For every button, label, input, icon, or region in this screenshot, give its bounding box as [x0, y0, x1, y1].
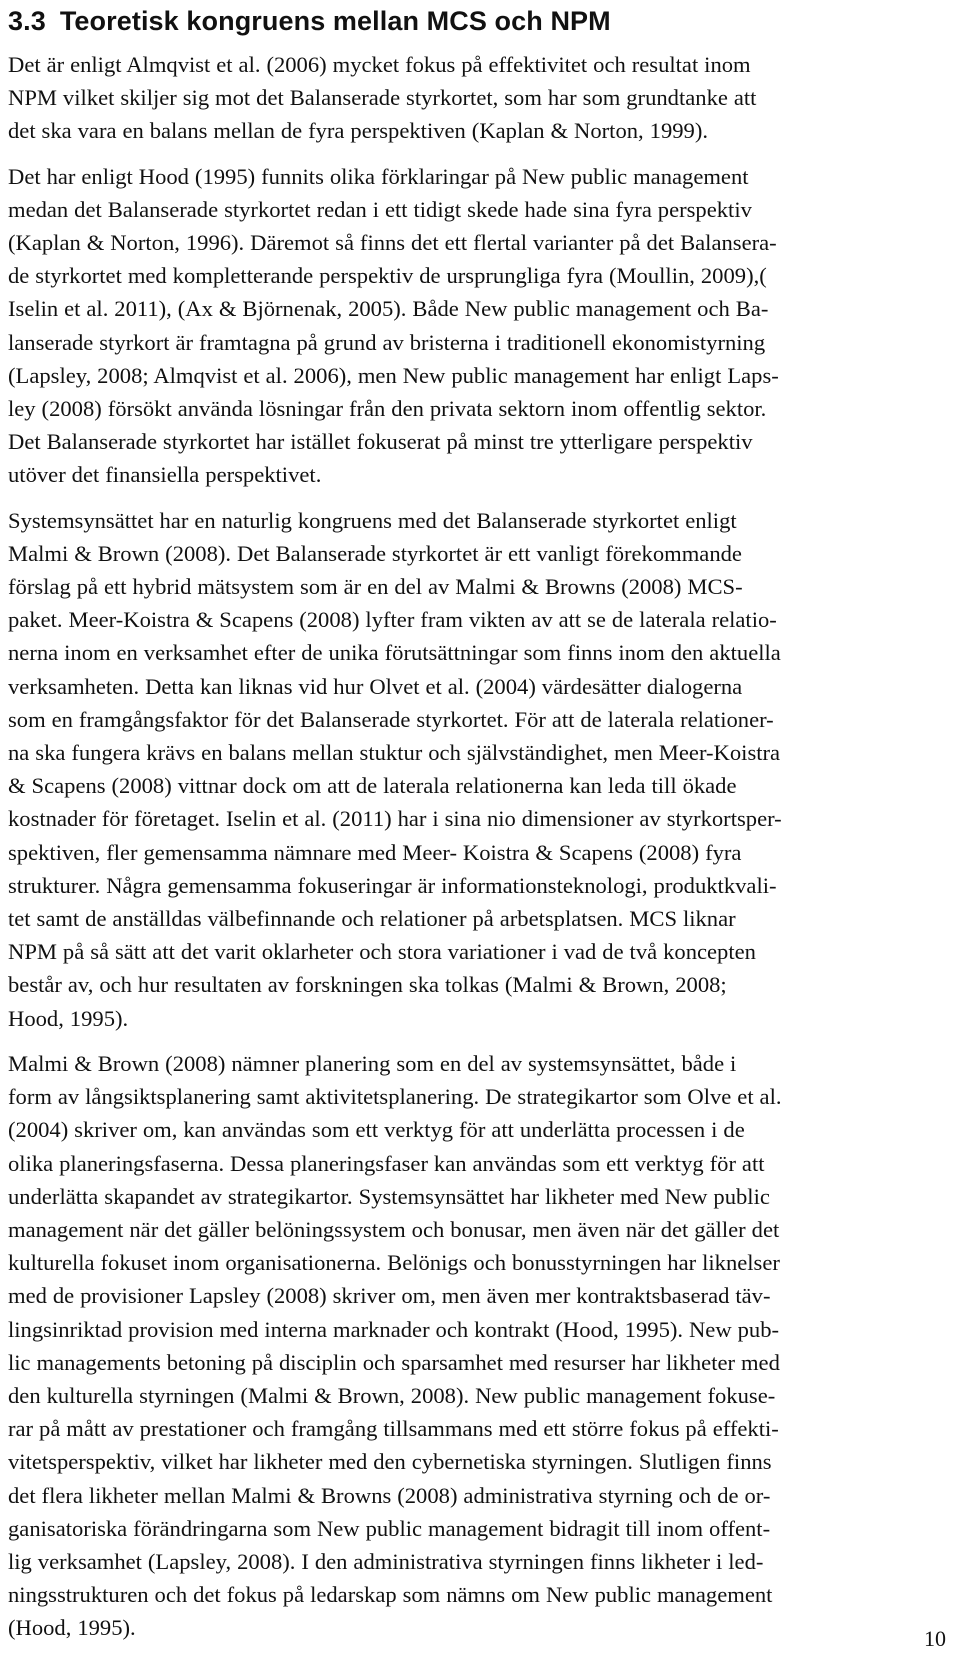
text-line: (Lapsley, 2008; Almqvist et al. 2006), men New public management har enligt Laps-	[8, 362, 779, 388]
text-line: lic managements betoning på disciplin och sparsamhet med resurser har likheter med	[8, 1349, 780, 1375]
text-line: form av långsiktsplanering samt aktivitetsplanering. De strategikartor som Olve et al.	[8, 1084, 782, 1110]
text-line: ley (2008) försökt använda lösningar från den privata sektorn inom offentlig sektor.	[8, 396, 767, 422]
text-line: NPM på så sätt att det varit oklarheter och stora variationer i vad de två koncepten	[8, 939, 756, 965]
paragraph	[8, 504, 953, 1035]
section-number: 3.3	[8, 6, 46, 36]
page-number: 10	[924, 1626, 946, 1651]
text-line: (2004) skriver om, kan användas som ett verktyg för att underlätta processen i de	[8, 1117, 745, 1143]
text-line: utöver det finansiella perspektivet.	[8, 462, 322, 488]
text-line: Malmi & Brown (2008). Det Balanserade styrkortet är ett vanligt förekommande	[8, 540, 742, 566]
text-line: kulturella fokuset inom organisationerna. Belönigs och bonusstyrningen har liknelser	[8, 1250, 780, 1276]
text-line: den kulturella styrningen (Malmi & Brown, 2008). New public management fokuse-	[8, 1382, 776, 1408]
text-line: som en framgångsfaktor för det Balanserade styrkortet. För att de laterala relationer-	[8, 706, 774, 732]
text-line: ganisatoriska förändringarna som New public management bidragit till inom offent-	[8, 1515, 771, 1541]
text-line: tet samt de anställdas välbefinnande och relationer på arbetsplatsen. MCS liknar	[8, 906, 736, 932]
text-line: strukturer. Några gemensamma fokuseringar är informationsteknologi, produktkvali-	[8, 872, 777, 898]
text-line: ningsstrukturen och det fokus på ledarskap som nämns om New public management	[8, 1582, 773, 1608]
text-line: Malmi & Brown (2008) nämner planering som en del av systemsynsättet, både i	[8, 1050, 737, 1076]
paragraph	[8, 160, 953, 492]
text-line: na ska fungera krävs en balans mellan stuktur och självständighet, men Meer-Koistra	[8, 740, 781, 766]
text-line: kostnader för företaget. Iselin et al. (2011) har i sina nio dimensioner av styrkortsper-	[8, 806, 782, 832]
text-line: rar på mått av prestationer och framgång tillsammans med ett större fokus på effekti-	[8, 1416, 779, 1442]
text-line: underlätta skapandet av strategikartor. Systemsynsättet har likheter med New public	[8, 1183, 770, 1209]
text-line: (Kaplan & Norton, 1996). Däremot så finns det ett flertal varianter på det Balansera-	[8, 230, 777, 256]
text-line: lig verksamhet (Lapsley, 2008). I den administrativa styrningen finns likheter i led-	[8, 1548, 764, 1574]
text-line: medan det Balanserade styrkortet redan i ett tidigt skede hade sina fyra perspektiv	[8, 196, 752, 222]
text-line: spektiven, fler gemensamma nämnare med Meer- Koistra & Scapens (2008) fyra	[8, 839, 742, 865]
text-line: Det är enligt Almqvist et al. (2006) mycket fokus på effektivitet och resultat inom	[8, 52, 751, 77]
text-line: Systemsynsättet har en naturlig kongruens med det Balanserade styrkortet enligt	[8, 507, 737, 533]
text-line: med de provisioner Lapsley (2008) skriver om, men även mer kontraktsbaserad täv-	[8, 1283, 771, 1309]
text-line: & Scapens (2008) vittnar dock om att de laterala relationerna kan leda till ökade	[8, 773, 737, 799]
text-line: nerna inom en verksamhet efter de unika förutsättningar som finns inom den aktuella	[8, 640, 781, 666]
text-line: Det Balanserade styrkortet har istället fokuserat på minst tre ytterligare perspektiv	[8, 429, 753, 455]
text-line: management när det gäller belöningssystem och bonusar, men även när det gäller det	[8, 1216, 780, 1242]
text-line: vitetsperspektiv, vilket har likheter med den cybernetiska styrningen. Slutligen finns	[8, 1449, 772, 1475]
text-line: olika planeringsfaserna. Dessa planeringsfaser kan användas som ett verktyg för att	[8, 1150, 765, 1176]
text-line: det flera likheter mellan Malmi & Browns (2008) administrativa styrning och de or-	[8, 1482, 771, 1508]
text-line: Det har enligt Hood (1995) funnits olika förklaringar på New public management	[8, 163, 749, 189]
text-line: (Hood, 1995).	[8, 1615, 136, 1641]
paragraph	[8, 1047, 953, 1645]
text-line: NPM vilket skiljer sig mot det Balanserade styrkortet, som har som grundtanke att	[8, 85, 757, 111]
text-line: paket. Meer-Koistra & Scapens (2008) lyfter fram vikten av att se de laterala relatio-	[8, 607, 777, 633]
text-line: förslag på ett hybrid mätsystem som är en del av Malmi & Browns (2008) MCS-	[8, 574, 743, 600]
paragraph	[8, 48, 953, 148]
text-line: det ska vara en balans mellan de fyra perspektiven (Kaplan & Norton, 1999).	[8, 118, 709, 144]
text-line: består av, och hur resultaten av forskningen ska tolkas (Malmi & Brown, 2008;	[8, 972, 727, 998]
text-line: lanserade styrkort är framtagna på grund av bristerna i traditionell ekonomistyrning	[8, 329, 766, 355]
body-text	[8, 48, 953, 1645]
text-line: de styrkortet med kompletterande perspektiv de ursprungliga fyra (Moullin, 2009),(	[8, 263, 767, 289]
section-title: Teoretisk kongruens mellan MCS och NPM	[59, 6, 611, 36]
section-heading	[8, 4, 953, 38]
text-line: lingsinriktad provision med interna marknader och kontrakt (Hood, 1995). New pub-	[8, 1316, 780, 1342]
text-line: verksamheten. Detta kan liknas vid hur Olvet et al. (2004) värdesätter dialogerna	[8, 673, 743, 699]
document-page	[8, 4, 953, 1657]
text-line: Hood, 1995).	[8, 1005, 129, 1031]
text-line: Iselin et al. 2011), (Ax & Björnenak, 2005). Både New public management och Ba-	[8, 296, 769, 322]
